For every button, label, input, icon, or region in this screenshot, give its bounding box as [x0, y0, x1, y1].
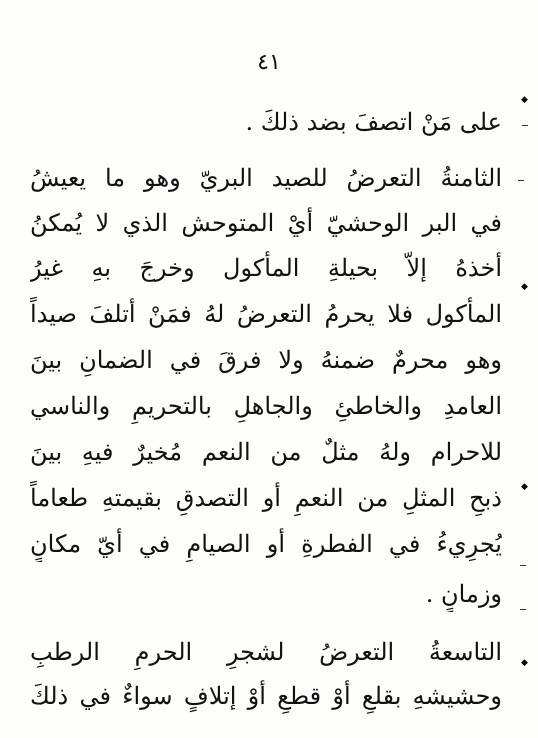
text-line-8: للاحرام ولهُ مثلٌ من النعم مُخيرٌ فيهِ بينَ [30, 438, 502, 466]
text-line-3: في البر الوحشيّ أيْ المتوحش الذي لا يُمكنُ [30, 209, 502, 237]
text-line-1: على مَنْ اتصفَ بضد ذلكَ . [245, 108, 502, 136]
page-number: ٤١ [257, 50, 281, 75]
margin-bullet-mark: ◆ [521, 282, 528, 292]
margin-dash-mark [518, 180, 524, 181]
text-line-11: وزمانٍ . [425, 580, 502, 608]
text-line-7: العامدِ والخاطئِ والجاهلِ بالتحريمِ والناسي [30, 392, 502, 420]
text-line-5: المأكول فلا يحرمُ التعرضُ لهُ فمَنْ أتلفَ صيداً [30, 300, 502, 328]
text-line-4: أخذهُ إلاّ بحيلةِ المأكول وخرجَ بهِ غيرُ [30, 254, 502, 282]
margin-bullet-mark: ◆ [521, 482, 528, 492]
text-line-12: التاسعةُ التعرضُ لشجرِ الحرمِ الرطبِ [30, 638, 502, 666]
text-line-6: وهو محرمٌ ضمنهُ ولا فرقَ في الضمانِ بينَ [30, 346, 502, 374]
text-line-10: يُجرِيءُ في الفطرةِ أو الصيامِ في أيّ مكانٍ [30, 530, 502, 558]
text-line-2: الثامنةُ التعرضُ للصيد البريّ وهو ما يعيشُ [30, 164, 502, 192]
margin-bullet-mark: ◆ [521, 658, 528, 668]
margin-bullet-mark: ◆ [521, 95, 528, 105]
text-line-9: ذبحِ المثلِ من النعمِ أو التصدقِ بقيمتهِ طعاماً [30, 484, 502, 512]
text-line-13: وحشيشهِ بقلعٍ أوْ قطعٍ أوْ إتلافٍ سواءٌ في ذلكَ [30, 682, 502, 710]
margin-dash-mark [522, 125, 528, 126]
margin-dash-mark [520, 565, 526, 566]
margin-dash-mark [520, 609, 526, 610]
